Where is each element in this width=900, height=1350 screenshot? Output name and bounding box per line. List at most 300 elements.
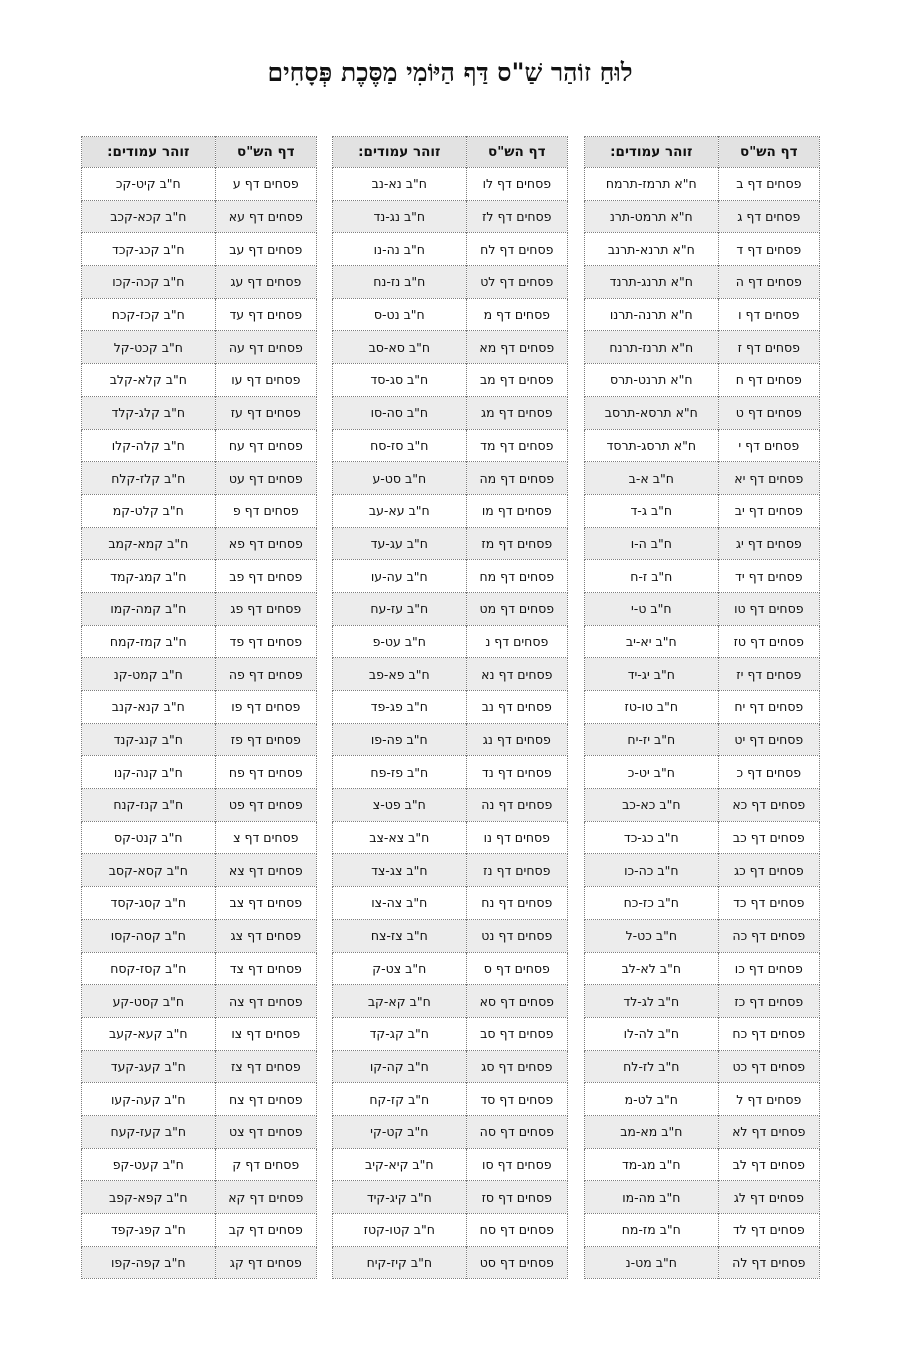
zohar-cell: ח"ב קא-קב — [333, 985, 467, 1018]
zohar-cell: ח"ב ז-ח — [585, 560, 719, 593]
daf-cell: פסחים דף פו — [215, 691, 316, 724]
table-row — [333, 887, 568, 920]
table-row — [333, 266, 568, 299]
table-row — [82, 919, 317, 952]
zohar-cell: ח"א תרנז-תרנח — [585, 331, 719, 364]
daf-cell: פסחים דף נו — [466, 821, 567, 854]
header-row — [333, 137, 568, 168]
daf-cell: פסחים דף ה — [718, 266, 819, 299]
table-row — [333, 1181, 568, 1214]
daf-cell: פסחים דף עה — [215, 331, 316, 364]
zohar-cell: ח"ב קיט-קכ — [82, 168, 216, 201]
zohar-cell: ח"ב קעט-קפ — [82, 1148, 216, 1181]
daf-cell: פסחים דף עו — [215, 364, 316, 397]
zohar-cell: ח"ב יט-כ — [585, 756, 719, 789]
zohar-cell: ח"ב קכג-קכד — [82, 233, 216, 266]
zohar-cell: ח"ב קכה-קכו — [82, 266, 216, 299]
table-row — [333, 364, 568, 397]
daf-cell: פסחים דף כו — [718, 952, 819, 985]
zohar-cell: ח"ב צה-צו — [333, 887, 467, 920]
zohar-cell: ח"ב פג-פד — [333, 691, 467, 724]
zohar-cell: ח"ב כה-כו — [585, 854, 719, 887]
daf-cell: פסחים דף כה — [718, 919, 819, 952]
zohar-cell: ח"ב קעא-קעב — [82, 1017, 216, 1050]
table-row — [585, 527, 820, 560]
daf-cell: פסחים דף לג — [718, 1181, 819, 1214]
table-row — [82, 592, 317, 625]
daf-cell: פסחים דף ד — [718, 233, 819, 266]
zohar-cell: ח"ב קכז-קכח — [82, 298, 216, 331]
table-row — [82, 1246, 317, 1279]
daf-cell: פסחים דף לז — [466, 200, 567, 233]
daf-cell: פסחים דף נד — [466, 756, 567, 789]
table-row — [82, 331, 317, 364]
table-row — [585, 952, 820, 985]
table-row — [333, 919, 568, 952]
zohar-cell: ח"ב פז-פח — [333, 756, 467, 789]
daf-cell: פסחים דף צ — [215, 821, 316, 854]
daf-cell: פסחים דף נב — [466, 691, 567, 724]
daf-cell: פסחים דף טז — [718, 625, 819, 658]
daf-cell: פסחים דף ז — [718, 331, 819, 364]
table-row — [82, 1017, 317, 1050]
zohar-cell: ח"ב לט-מ — [585, 1083, 719, 1116]
table-row — [333, 1214, 568, 1247]
daf-cell: פסחים דף נא — [466, 658, 567, 691]
schedule-table-1 — [584, 136, 820, 1279]
daf-cell: פסחים דף פד — [215, 625, 316, 658]
daf-cell: פסחים דף צט — [215, 1115, 316, 1148]
daf-cell: פסחים דף כב — [718, 821, 819, 854]
daf-cell: פסחים דף ו — [718, 298, 819, 331]
table-row — [333, 756, 568, 789]
zohar-cell: ח"ב קמא-קמב — [82, 527, 216, 560]
table-row — [333, 494, 568, 527]
table-row — [82, 1083, 317, 1116]
table-row — [585, 1246, 820, 1279]
daf-cell: פסחים דף קב — [215, 1214, 316, 1247]
daf-cell: פסחים דף ט — [718, 396, 819, 429]
daf-cell: פסחים דף נט — [466, 919, 567, 952]
zohar-cell: ח"ב מט-נ — [585, 1246, 719, 1279]
zohar-cell: ח"ב עא-עב — [333, 494, 467, 527]
daf-cell: פסחים דף צח — [215, 1083, 316, 1116]
zohar-cell: ח"א תרמט-תרנ — [585, 200, 719, 233]
daf-cell: פסחים דף פ — [215, 494, 316, 527]
schedule-table-3 — [81, 136, 317, 1279]
zohar-cell: ח"ב סט-ע — [333, 462, 467, 495]
table-row — [585, 756, 820, 789]
zohar-cell: ח"ב קיג-קיד — [333, 1181, 467, 1214]
daf-cell: פסחים דף מ — [466, 298, 567, 331]
zohar-cell: ח"ב כא-כב — [585, 789, 719, 822]
zohar-cell: ח"ב כט-ל — [585, 919, 719, 952]
zohar-cell: ח"ב מא-מב — [585, 1115, 719, 1148]
zohar-cell: ח"ב נג-נד — [333, 200, 467, 233]
zohar-cell: ח"א תרנה-תרנו — [585, 298, 719, 331]
zohar-cell: ח"ב קז-קח — [333, 1083, 467, 1116]
zohar-cell: ח"ב קסא-קסב — [82, 854, 216, 887]
zohar-cell: ח"ב קפה-קפו — [82, 1246, 216, 1279]
zohar-cell: ח"ב יג-יד — [585, 658, 719, 691]
table-row — [585, 658, 820, 691]
zohar-cell: ח"א תרסא-תרסב — [585, 396, 719, 429]
header-daf: דף הש"ס — [466, 137, 567, 168]
zohar-cell: ח"ב קיז-קיח — [333, 1246, 467, 1279]
daf-cell: פסחים דף יג — [718, 527, 819, 560]
zohar-cell: ח"ב קפג-קפד — [82, 1214, 216, 1247]
table-row — [585, 1115, 820, 1148]
daf-cell: פסחים דף מח — [466, 560, 567, 593]
daf-cell: פסחים דף יב — [718, 494, 819, 527]
zohar-cell: ח"ב ה-ו — [585, 527, 719, 560]
zohar-cell: ח"ב קנא-קנב — [82, 691, 216, 724]
zohar-cell: ח"ב קפא-קפב — [82, 1181, 216, 1214]
zohar-cell: ח"ב פה-פו — [333, 723, 467, 756]
zohar-cell: ח"ב קלה-קלו — [82, 429, 216, 462]
table-row — [585, 560, 820, 593]
zohar-cell: ח"ב קסז-קסח — [82, 952, 216, 985]
daf-cell: פסחים דף סג — [466, 1050, 567, 1083]
daf-cell: פסחים דף נה — [466, 789, 567, 822]
table-row — [585, 168, 820, 201]
daf-cell: פסחים דף יז — [718, 658, 819, 691]
table-row — [585, 1050, 820, 1083]
table-row — [333, 789, 568, 822]
table-row — [82, 168, 317, 201]
table-row — [82, 494, 317, 527]
table-row — [82, 1214, 317, 1247]
daf-cell: פסחים דף יד — [718, 560, 819, 593]
daf-cell: פסחים דף כ — [718, 756, 819, 789]
daf-cell: פסחים דף ל — [718, 1083, 819, 1116]
daf-cell: פסחים דף סט — [466, 1246, 567, 1279]
daf-cell: פסחים דף צב — [215, 887, 316, 920]
daf-cell: פסחים דף ח — [718, 364, 819, 397]
daf-cell: פסחים דף כז — [718, 985, 819, 1018]
daf-cell: פסחים דף נז — [466, 854, 567, 887]
daf-cell: פסחים דף טו — [718, 592, 819, 625]
table-row — [333, 723, 568, 756]
daf-cell: פסחים דף כא — [718, 789, 819, 822]
header-zohar: זוהר עמודים: — [82, 137, 216, 168]
table-row — [585, 429, 820, 462]
daf-cell: פסחים דף מג — [466, 396, 567, 429]
zohar-cell: ח"ב ט-י — [585, 592, 719, 625]
zohar-cell: ח"ב יז-יח — [585, 723, 719, 756]
table-row — [333, 985, 568, 1018]
zohar-cell: ח"א תרנט-תרס — [585, 364, 719, 397]
daf-cell: פסחים דף לח — [466, 233, 567, 266]
zohar-cell: ח"ב קנז-קנח — [82, 789, 216, 822]
table-row — [82, 658, 317, 691]
table-row — [82, 1148, 317, 1181]
table-row — [585, 691, 820, 724]
table-row — [333, 200, 568, 233]
daf-cell: פסחים דף צז — [215, 1050, 316, 1083]
daf-cell: פסחים דף מז — [466, 527, 567, 560]
daf-cell: פסחים דף יט — [718, 723, 819, 756]
table-row — [585, 723, 820, 756]
table-row — [585, 592, 820, 625]
zohar-cell: ח"ב עג-עד — [333, 527, 467, 560]
zohar-cell: ח"ב סג-סד — [333, 364, 467, 397]
table-row — [82, 985, 317, 1018]
zohar-cell: ח"ב צא-צב — [333, 821, 467, 854]
table-row — [82, 1181, 317, 1214]
schedule-table-2 — [332, 136, 568, 1279]
zohar-cell: ח"ב נט-ס — [333, 298, 467, 331]
daf-cell: פסחים דף מב — [466, 364, 567, 397]
table-row — [333, 1246, 568, 1279]
table-row — [333, 331, 568, 364]
table-row — [333, 1050, 568, 1083]
zohar-cell: ח"ב סה-סו — [333, 396, 467, 429]
table-row — [585, 200, 820, 233]
zohar-cell: ח"ב צט-ק — [333, 952, 467, 985]
daf-cell: פסחים דף נח — [466, 887, 567, 920]
table-row — [82, 560, 317, 593]
zohar-cell: ח"ב מז-מח — [585, 1214, 719, 1247]
table-row — [82, 527, 317, 560]
daf-cell: פסחים דף מד — [466, 429, 567, 462]
zohar-cell: ח"ב פא-פב — [333, 658, 467, 691]
page-title: לוּחַ זוֹהַר שַׁ"ס דַּף הַיּוֹמִי מַסֶּכֶת פְּסָחִים — [267, 58, 633, 87]
table-row — [333, 1148, 568, 1181]
table-row — [585, 1083, 820, 1116]
table-row — [82, 429, 317, 462]
table-row — [585, 789, 820, 822]
zohar-cell: ח"ב קסט-קע — [82, 985, 216, 1018]
daf-cell: פסחים דף פז — [215, 723, 316, 756]
daf-cell: פסחים דף פא — [215, 527, 316, 560]
daf-cell: פסחים דף יא — [718, 462, 819, 495]
table-row — [82, 462, 317, 495]
zohar-cell: ח"ב קעג-קעד — [82, 1050, 216, 1083]
zohar-cell: ח"ב סז-סח — [333, 429, 467, 462]
table-row — [82, 723, 317, 756]
daf-cell: פסחים דף מה — [466, 462, 567, 495]
zohar-cell: ח"ב קמה-קמו — [82, 592, 216, 625]
table-row — [82, 233, 317, 266]
table-row — [585, 1148, 820, 1181]
table-row — [333, 1115, 568, 1148]
table-row — [82, 821, 317, 854]
zohar-cell: ח"ב טו-טז — [585, 691, 719, 724]
header-daf: דף הש"ס — [718, 137, 819, 168]
table-row — [585, 462, 820, 495]
table-row — [333, 429, 568, 462]
zohar-cell: ח"ב קטו-קטז — [333, 1214, 467, 1247]
table-row — [333, 560, 568, 593]
table-row — [585, 854, 820, 887]
table-row — [585, 233, 820, 266]
daf-cell: פסחים דף ע — [215, 168, 316, 201]
zohar-cell: ח"ב קכא-קכב — [82, 200, 216, 233]
daf-cell: פסחים דף פה — [215, 658, 316, 691]
daf-cell: פסחים דף כח — [718, 1017, 819, 1050]
zohar-cell: ח"ב קג-קד — [333, 1017, 467, 1050]
zohar-cell: ח"א תרסג-תרסד — [585, 429, 719, 462]
table-row — [82, 298, 317, 331]
zohar-cell: ח"ב כג-כד — [585, 821, 719, 854]
table-row — [585, 298, 820, 331]
zohar-cell: ח"ב קה-קו — [333, 1050, 467, 1083]
table-row — [82, 1115, 317, 1148]
zohar-cell: ח"ב קמג-קמד — [82, 560, 216, 593]
daf-cell: פסחים דף לא — [718, 1115, 819, 1148]
daf-cell: פסחים דף י — [718, 429, 819, 462]
zohar-cell: ח"ב קכט-קל — [82, 331, 216, 364]
daf-cell: פסחים דף לט — [466, 266, 567, 299]
zohar-cell: ח"ב קנג-קנד — [82, 723, 216, 756]
table-row — [585, 887, 820, 920]
daf-cell: פסחים דף סו — [466, 1148, 567, 1181]
daf-cell: פסחים דף כט — [718, 1050, 819, 1083]
zohar-cell: ח"ב קעז-קעח — [82, 1115, 216, 1148]
daf-cell: פסחים דף סד — [466, 1083, 567, 1116]
table-row — [82, 854, 317, 887]
table-row — [585, 266, 820, 299]
daf-cell: פסחים דף מא — [466, 331, 567, 364]
table-row — [585, 1017, 820, 1050]
zohar-cell: ח"ב פט-צ — [333, 789, 467, 822]
zohar-cell: ח"ב קנט-קס — [82, 821, 216, 854]
zohar-cell: ח"ב א-ב — [585, 462, 719, 495]
daf-cell: פסחים דף נ — [466, 625, 567, 658]
daf-cell: פסחים דף מו — [466, 494, 567, 527]
daf-cell: פסחים דף לו — [466, 168, 567, 201]
daf-cell: פסחים דף קג — [215, 1246, 316, 1279]
table-row — [333, 691, 568, 724]
header-zohar: זוהר עמודים: — [333, 137, 467, 168]
zohar-cell: ח"ב כז-כח — [585, 887, 719, 920]
table-row — [585, 1181, 820, 1214]
daf-cell: פסחים דף עג — [215, 266, 316, 299]
zohar-cell: ח"א תרנא-תרנב — [585, 233, 719, 266]
table-row — [333, 233, 568, 266]
daf-cell: פסחים דף סח — [466, 1214, 567, 1247]
zohar-cell: ח"ב עז-עח — [333, 592, 467, 625]
table-row — [82, 364, 317, 397]
table-row — [333, 298, 568, 331]
zohar-cell: ח"ב קלט-קמ — [82, 494, 216, 527]
daf-cell: פסחים דף עט — [215, 462, 316, 495]
daf-cell: פסחים דף פח — [215, 756, 316, 789]
zohar-cell: ח"ב נז-נח — [333, 266, 467, 299]
table-row — [333, 854, 568, 887]
zohar-cell: ח"ב צג-צד — [333, 854, 467, 887]
daf-cell: פסחים דף כג — [718, 854, 819, 887]
table-row — [585, 364, 820, 397]
zohar-cell: ח"ב קנה-קנו — [82, 756, 216, 789]
zohar-cell: ח"ב מג-מד — [585, 1148, 719, 1181]
zohar-cell: ח"ב לה-לו — [585, 1017, 719, 1050]
table-row — [585, 1214, 820, 1247]
table-row — [333, 1083, 568, 1116]
table-row — [585, 396, 820, 429]
daf-cell: פסחים דף לב — [718, 1148, 819, 1181]
zohar-cell: ח"ב לג-לד — [585, 985, 719, 1018]
zohar-cell: ח"ב צז-צח — [333, 919, 467, 952]
table-row — [585, 985, 820, 1018]
daf-cell: פסחים דף עב — [215, 233, 316, 266]
daf-cell: פסחים דף כד — [718, 887, 819, 920]
daf-cell: פסחים דף צד — [215, 952, 316, 985]
table-row — [82, 691, 317, 724]
daf-cell: פסחים דף עז — [215, 396, 316, 429]
zohar-cell: ח"ב קלא-קלב — [82, 364, 216, 397]
daf-cell: פסחים דף פט — [215, 789, 316, 822]
table-row — [82, 887, 317, 920]
header-zohar: זוהר עמודים: — [585, 137, 719, 168]
daf-cell: פסחים דף סא — [466, 985, 567, 1018]
daf-cell: פסחים דף פג — [215, 592, 316, 625]
daf-cell: פסחים דף ס — [466, 952, 567, 985]
zohar-cell: ח"ב יא-יב — [585, 625, 719, 658]
zohar-cell: ח"ב סא-סב — [333, 331, 467, 364]
zohar-cell: ח"ב קמט-קנ — [82, 658, 216, 691]
table-row — [82, 200, 317, 233]
table-row — [333, 658, 568, 691]
daf-cell: פסחים דף צג — [215, 919, 316, 952]
table-row — [585, 494, 820, 527]
table-row — [333, 168, 568, 201]
daf-cell: פסחים דף פב — [215, 560, 316, 593]
zohar-cell: ח"ב נא-נב — [333, 168, 467, 201]
table-row — [333, 396, 568, 429]
daf-cell: פסחים דף עח — [215, 429, 316, 462]
zohar-cell: ח"ב קסג-קסד — [82, 887, 216, 920]
table-row — [333, 1017, 568, 1050]
zohar-cell: ח"ב לז-לח — [585, 1050, 719, 1083]
zohar-cell: ח"ב ג-ד — [585, 494, 719, 527]
zohar-cell: ח"ב קסה-קסו — [82, 919, 216, 952]
daf-cell: פסחים דף לד — [718, 1214, 819, 1247]
table-row — [333, 821, 568, 854]
table-row — [333, 592, 568, 625]
daf-cell: פסחים דף עד — [215, 298, 316, 331]
daf-cell: פסחים דף קא — [215, 1181, 316, 1214]
header-daf: דף הש"ס — [215, 137, 316, 168]
daf-cell: פסחים דף צו — [215, 1017, 316, 1050]
daf-cell: פסחים דף סז — [466, 1181, 567, 1214]
zohar-cell: ח"ב קעה-קעו — [82, 1083, 216, 1116]
daf-cell: פסחים דף נג — [466, 723, 567, 756]
daf-cell: פסחים דף יח — [718, 691, 819, 724]
daf-cell: פסחים דף ב — [718, 168, 819, 201]
table-row — [82, 625, 317, 658]
daf-cell: פסחים דף מט — [466, 592, 567, 625]
zohar-cell: ח"ב קמז-קמח — [82, 625, 216, 658]
table-row — [585, 331, 820, 364]
zohar-cell: ח"ב קט-קי — [333, 1115, 467, 1148]
table-row — [333, 952, 568, 985]
table-row — [333, 625, 568, 658]
zohar-cell: ח"ב נה-נו — [333, 233, 467, 266]
zohar-cell: ח"ב קיא-קיב — [333, 1148, 467, 1181]
daf-cell: פסחים דף סב — [466, 1017, 567, 1050]
table-row — [585, 919, 820, 952]
zohar-cell: ח"ב עה-עו — [333, 560, 467, 593]
table-row — [82, 266, 317, 299]
table-row — [333, 462, 568, 495]
zohar-cell: ח"ב לא-לב — [585, 952, 719, 985]
table-row — [82, 952, 317, 985]
header-row — [82, 137, 317, 168]
zohar-cell: ח"א תרנג-תרנד — [585, 266, 719, 299]
zohar-cell: ח"ב מה-מו — [585, 1181, 719, 1214]
